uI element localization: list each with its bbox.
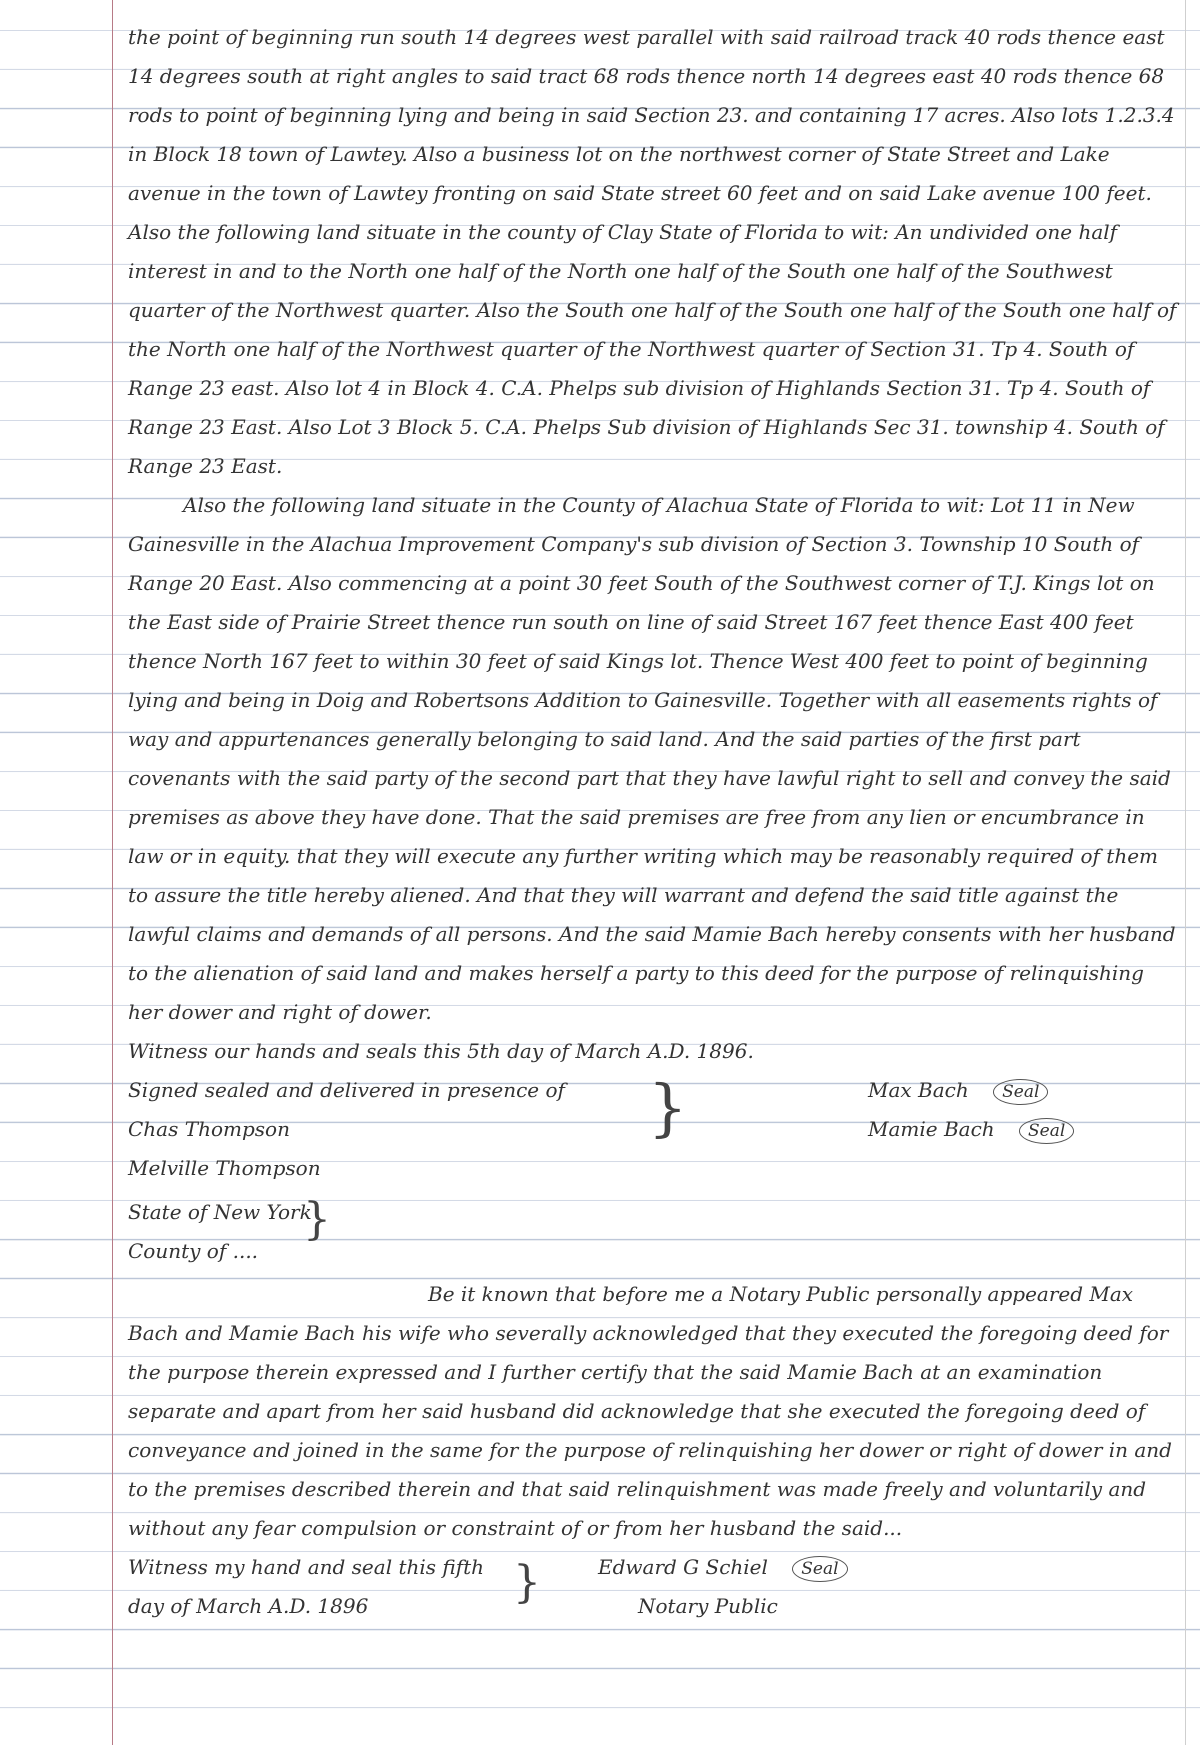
venue-state: State of New York xyxy=(128,1200,312,1224)
witness-brace: } xyxy=(648,1071,688,1144)
right-margin-rule xyxy=(1185,0,1186,1745)
witness-signature-2: Melville Thompson xyxy=(128,1156,321,1180)
notary-brace: } xyxy=(513,1557,541,1608)
deed-paragraph-2: Also the following land situate in the County of Alachua State of Florida to wit: Lot 11 in New Gainesville in the Alachua Improvement Company's sub division of Section 3. Township 10 South of Range 20 East. Also commencing at a point 30 feet South of the Southwest corner of T.J. Kings lot on the East side of Prairie Street thence run south on line of said Street 167 feet thence East 400 feet thence North 167 feet to within 30 feet of said Kings lot. Thence West 400 feet to point of beginning lying and being in Doig and Robertsons Addition to Gainesville. Together with all easements rights of way and appurtenances generally belonging to said land. And the said parties of the first part covenants with the said party of the second part that they have lawful right to sell and convey the said premises as above they have done. That the said premises are free from any lien or encumbrance in law or in equity. that they will execute any further writing which may be reasonably required of them to assure the title hereby aliened. And that they will warrant and defend the said title against the lawful claims and demands of all persons. And the said Mamie Bach hereby consents with her husband to the alienation of said land and makes herself a party to this deed for the purpose of relinquishing her dower and right of dower. xyxy=(128,493,1176,1024)
grantors xyxy=(868,1071,1188,1149)
deed-paragraph-1: the point of beginning run south 14 degrees west parallel with said railroad track 40 rods thence east 14 degrees south at right angles to said tract 68 rods thence north 14 degrees east 40 rods thence 68 rods to point of beginning lying and being in said Section 23. and containing 17 acres. Also lots 1.2.3.4 in Block 18 town of Lawtey. Also a business lot on the northwest corner of State Street and Lake avenue in the town of Lawtey fronting on said State street 60 feet and on said Lake avenue 100 feet. Also the following land situate in the county of Clay State of Florida to wit: An undivided one half interest in and to the North one half of the North one half of the South one half of the Southwest quarter of the Northwest quarter. Also the South one half of the South one half of the South one half of the North one half of the Northwest quarter of the Northwest quarter of Section 31. Tp 4. South of Range 23 east. Also lot 4 in Block 4. C.A. Phelps sub division of Highlands Section 31. Tp 4. South of Range 23 East. Also Lot 3 Block 5. C.A. Phelps Sub division of Highlands Sec 31. township 4. South of Range 23 East. xyxy=(128,25,1177,478)
deed-document xyxy=(128,18,1178,1638)
notary-seal-mark: Seal xyxy=(792,1556,847,1582)
notary-block xyxy=(128,1548,1178,1638)
grantor-name-1: Max Bach xyxy=(868,1078,969,1102)
deed-witness-line: Witness our hands and seals this 5th day of March A.D. 1896. xyxy=(128,1039,754,1063)
grantor-signature-1 xyxy=(868,1071,1188,1110)
seal-mark-2: Seal xyxy=(1019,1118,1074,1144)
acknowledgment-body: Be it known that before me a Notary Public personally appeared Max Bach and Mamie Bach his wife who severally acknowledged that they executed the foregoing deed for the purpose therein expressed and I further certify that the said Mamie Bach at an examination separate and apart from her said husband did acknowledge that she executed the foregoing deed of conveyance and joined in the same for the purpose of relinquishing her dower or right of dower in and to the premises described therein and that said relinquishment was made freely and voluntarily and without any fear compulsion or constraint of or from her husband the said... xyxy=(128,1282,1172,1540)
venue-county: County of .... xyxy=(128,1239,259,1263)
signature-block xyxy=(128,1071,1178,1189)
signed-sealed-line: Signed sealed and delivered in presence of xyxy=(128,1078,565,1102)
notary-name-line xyxy=(598,1548,1158,1587)
notary-witness-line-1: Witness my hand and seal this fifth xyxy=(128,1555,485,1579)
notary-witness-line-2: day of March A.D. 1896 xyxy=(128,1594,369,1618)
notary-title: Notary Public xyxy=(638,1594,778,1618)
acknowledgment-venue xyxy=(128,1193,1178,1275)
grantor-name-2: Mamie Bach xyxy=(868,1117,995,1141)
grantor-signature-2 xyxy=(868,1110,1188,1149)
notary-name: Edward G Schiel xyxy=(598,1555,768,1579)
venue-brace: } xyxy=(303,1194,331,1245)
seal-mark-1: Seal xyxy=(993,1079,1048,1105)
left-margin-rule xyxy=(112,0,113,1745)
notary-signature xyxy=(598,1548,1158,1626)
witness-signature-1: Chas Thompson xyxy=(128,1117,290,1141)
